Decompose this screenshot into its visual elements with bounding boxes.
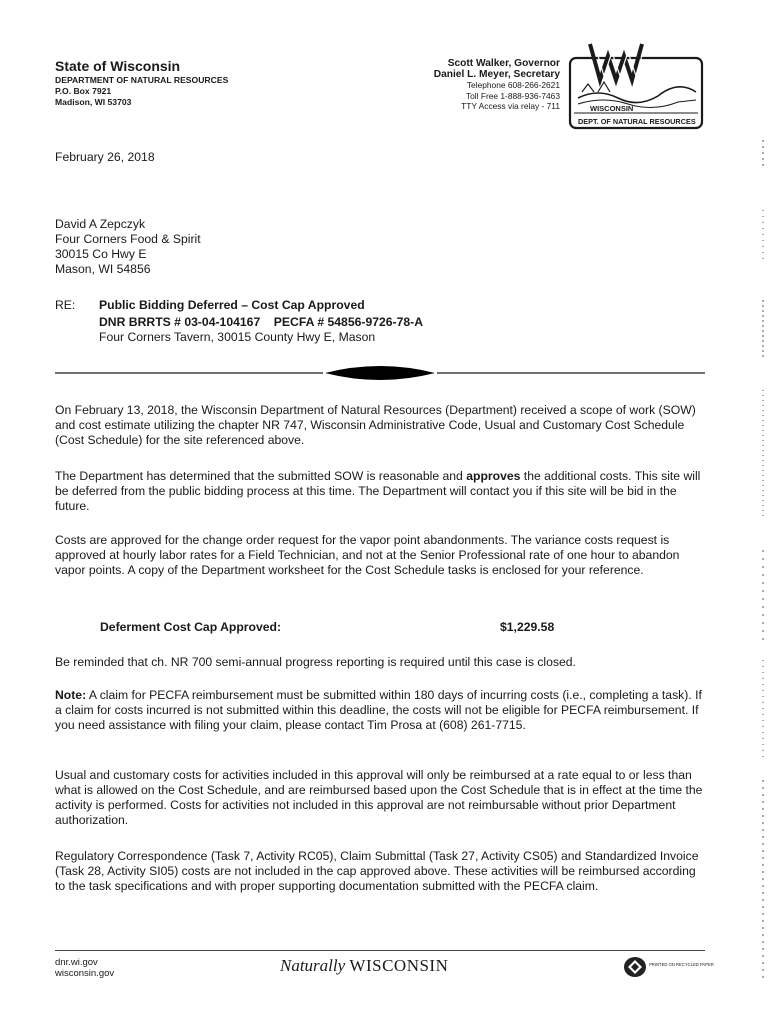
cost-cap-value: $1,229.58 — [500, 620, 555, 634]
officials-block — [434, 58, 560, 112]
toll-free: Toll Free 1-888-936-7463 — [465, 90, 560, 101]
paragraph-usual-costs: Usual and customary costs for activities included in this approval will only be reimbursed at a rate equal to or less than what is allowed on the Cost Schedule, and are reimbursed based upon the Cost Schedule that is in effect at the time the activity is performed. Costs for activities not included in this approval are not reimbursable without prior Department authorization. — [55, 768, 703, 827]
recipient-street: 30015 Co Hwy E — [55, 247, 147, 261]
recipient-city: Mason, WI 54856 — [55, 262, 151, 276]
re-block — [99, 298, 423, 345]
recycled-paper-icon — [622, 955, 714, 979]
recipient-name: David A Zepczyk — [55, 217, 146, 231]
po-box: P.O. Box 7921 — [55, 86, 112, 96]
footer-links — [55, 957, 114, 979]
tagline-state: WISCONSIN — [349, 956, 449, 975]
re-label: RE: — [55, 298, 76, 312]
paragraph-reporting: Be reminded that ch. NR 700 semi-annual progress reporting is required until this case is closed. — [55, 655, 576, 669]
re-tracking-ids: DNR BRRTS # 03-04-104167 PECFA # 54856-9726-78-A — [99, 315, 424, 329]
department-name: DEPARTMENT OF NATURAL RESOURCES — [55, 75, 229, 85]
paragraph-regulatory: Regulatory Correspondence (Task 7, Activity RC05), Claim Submittal (Task 27, Activity CS05) and Standardized Invoice (Task 28, Activity SI05) costs are not included in the cap approved above. These activities will be reimbursed according to the task specifications and with proper supporting documentation submitted with the PECFA claim. — [55, 849, 699, 893]
paragraph-change-order: Costs are approved for the change order request for the vapor point abandonments. The variance costs request is approved at hourly labor rates for a Field Technician, and not at the Senior Professional rate of one hour to abandon vapor points. A copy of the Department worksheet for the Cost Schedule tasks is enclosed for your reference. — [55, 533, 680, 577]
approval-emphasis: approves — [466, 469, 521, 483]
note-label: Note: — [55, 688, 87, 702]
governor-name: Scott Walker, Governor — [447, 58, 560, 69]
paragraph-note — [55, 688, 705, 733]
agency-address — [55, 75, 228, 108]
footer-tagline — [280, 958, 448, 973]
recycle-text: PRINTED ON RECYCLED PAPER — [649, 962, 714, 967]
recipient-business: Four Corners Food & Spirit — [55, 232, 201, 246]
re-subject: Public Bidding Deferred – Cost Cap Approved — [99, 298, 365, 312]
paragraph-approval — [55, 469, 705, 514]
note-text: A claim for PECFA reimbursement must be submitted within 180 days of incurring costs (i.e., completing a task). If a claim for costs incurred is not submitted within this deadline, the costs will not be eligible for PECFA reimbursement. If you need assistance with filing your claim, please contact Tim Prosa at (608) 261-7715. — [55, 688, 702, 732]
telephone: Telephone 608-266-2621 — [466, 80, 560, 91]
secretary-name: Daniel L. Meyer, Secretary — [433, 69, 560, 81]
dnr-logo — [568, 40, 704, 130]
tty: TTY Access via relay - 711 — [461, 101, 560, 112]
approval-text-start: The Department has determined that the submitted SOW is reasonable and — [55, 469, 467, 483]
logo-wisconsin-text: WISCONSIN — [590, 104, 634, 113]
logo-dept-text: DEPT. OF NATURAL RESOURCES — [578, 117, 696, 126]
paragraph-receipt: On February 13, 2018, the Wisconsin Department of Natural Resources (Department) received a scope of work (SOW) and cost estimate utilizing the chapter NR 747, Wisconsin Administrative Code, Usual and Customary Cost Schedule (Cost Schedule) for the site referenced above. — [55, 403, 696, 447]
tagline-prefix: Naturally — [280, 956, 350, 975]
footer-rule — [55, 950, 705, 951]
recipient-address — [55, 217, 201, 277]
cost-cap-label: Deferment Cost Cap Approved: — [100, 620, 282, 634]
re-site: Four Corners Tavern, 30015 County Hwy E, Mason — [99, 330, 376, 344]
approval-text-end: the additional costs. This site will be deferred from the public bidding process at this time. The Department will contact you if this site will be bid in the future. — [55, 469, 701, 513]
scan-edge-marks — [756, 100, 766, 1000]
footer-link-wisconsin[interactable]: wisconsin.gov — [55, 968, 115, 979]
footer-link-dnr[interactable]: dnr.wi.gov — [55, 957, 98, 968]
agency-title: State of Wisconsin — [55, 58, 181, 74]
letter-date: February 26, 2018 — [55, 150, 155, 164]
section-divider — [55, 363, 705, 383]
agency-city: Madison, WI 53703 — [55, 97, 132, 107]
